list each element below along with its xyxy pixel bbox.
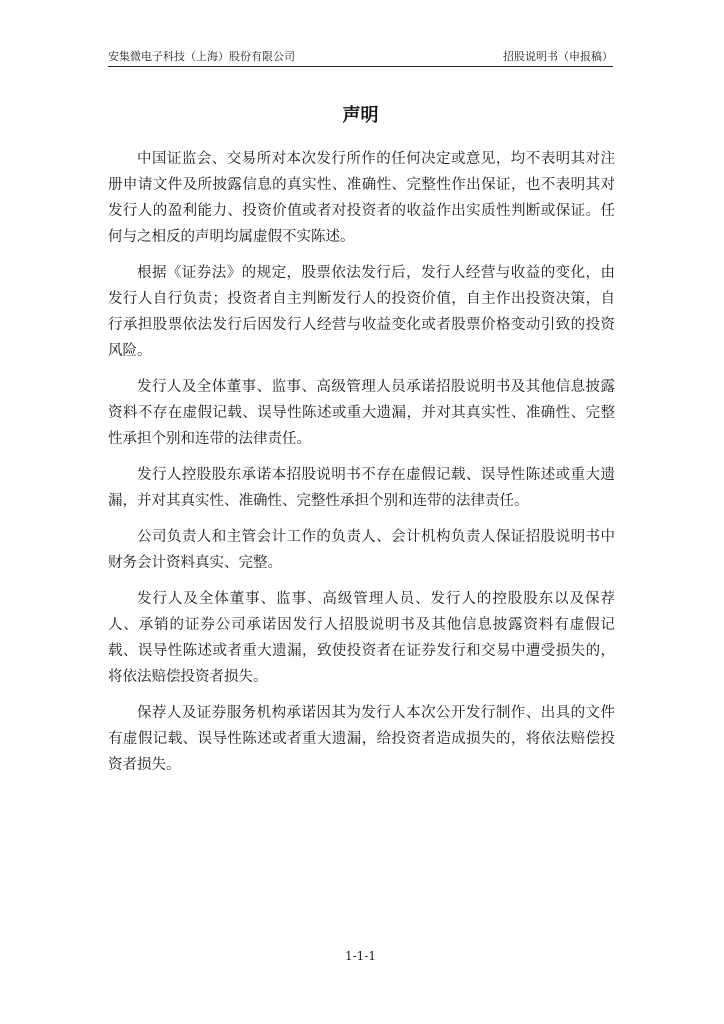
paragraph-6: 发行人及全体董事、监事、高级管理人员、发行人的控股股东以及保荐人、承销的证券公司承诺因发行人招股说明书及其他信息披露资料有虚假记载、误导性陈述或者重大遗漏，致使投资者在证券发行和交易中遭受损失的，将依法赔偿投资者损失。 [108,591,615,685]
paragraph-1: 中国证监会、交易所对本次发行所作的任何决定或意见，均不表明其对注册申请文件及所披露信息的真实性、准确性、完整性作出保证，也不表明其对发行人的盈利能力、投资价值或者对投资者的收益作出实质性判断或保证。任何与之相反的声明均属虚假不实陈述。 [108,151,615,245]
page-header [108,48,613,67]
paragraph-3: 发行人及全体董事、监事、高级管理人员承诺招股说明书及其他信息披露资料不存在虚假记载、误导性陈述或重大遗漏，并对其真实性、准确性、完整性承担个别和连带的法律责任。 [108,379,615,447]
paragraph-4: 发行人控股股东承诺本招股说明书不存在虚假记载、误导性陈述或重大遗漏，并对其真实性、准确性、完整性承担个别和连带的法律责任。 [108,467,615,509]
statement-body [108,146,615,788]
paragraph-2: 根据《证券法》的规定，股票依法发行后，发行人经营与收益的变化，由发行人自行负责；投资者自主判断发行人的投资价值，自主作出投资决策，自行承担股票依法发行后因发行人经营与收益变化或者股票价格变动引致的投资风险。 [108,265,615,359]
paragraph-7: 保荐人及证券服务机构承诺因其为发行人本次公开发行制作、出具的文件有虚假记载、误导性陈述或者重大遗漏，给投资者造成损失的，将依法赔偿投资者损失。 [108,705,615,773]
header-company-name: 安集微电子科技（上海）股份有限公司 [108,50,295,63]
page-title: 声明 [342,105,379,126]
paragraph-5: 公司负责人和主管会计工作的负责人、会计机构负责人保证招股说明书中财务会计资料真实、完整。 [108,529,615,571]
header-document-type: 招股说明书（申报稿） [503,50,613,63]
page-number: 1-1-1 [344,949,376,963]
